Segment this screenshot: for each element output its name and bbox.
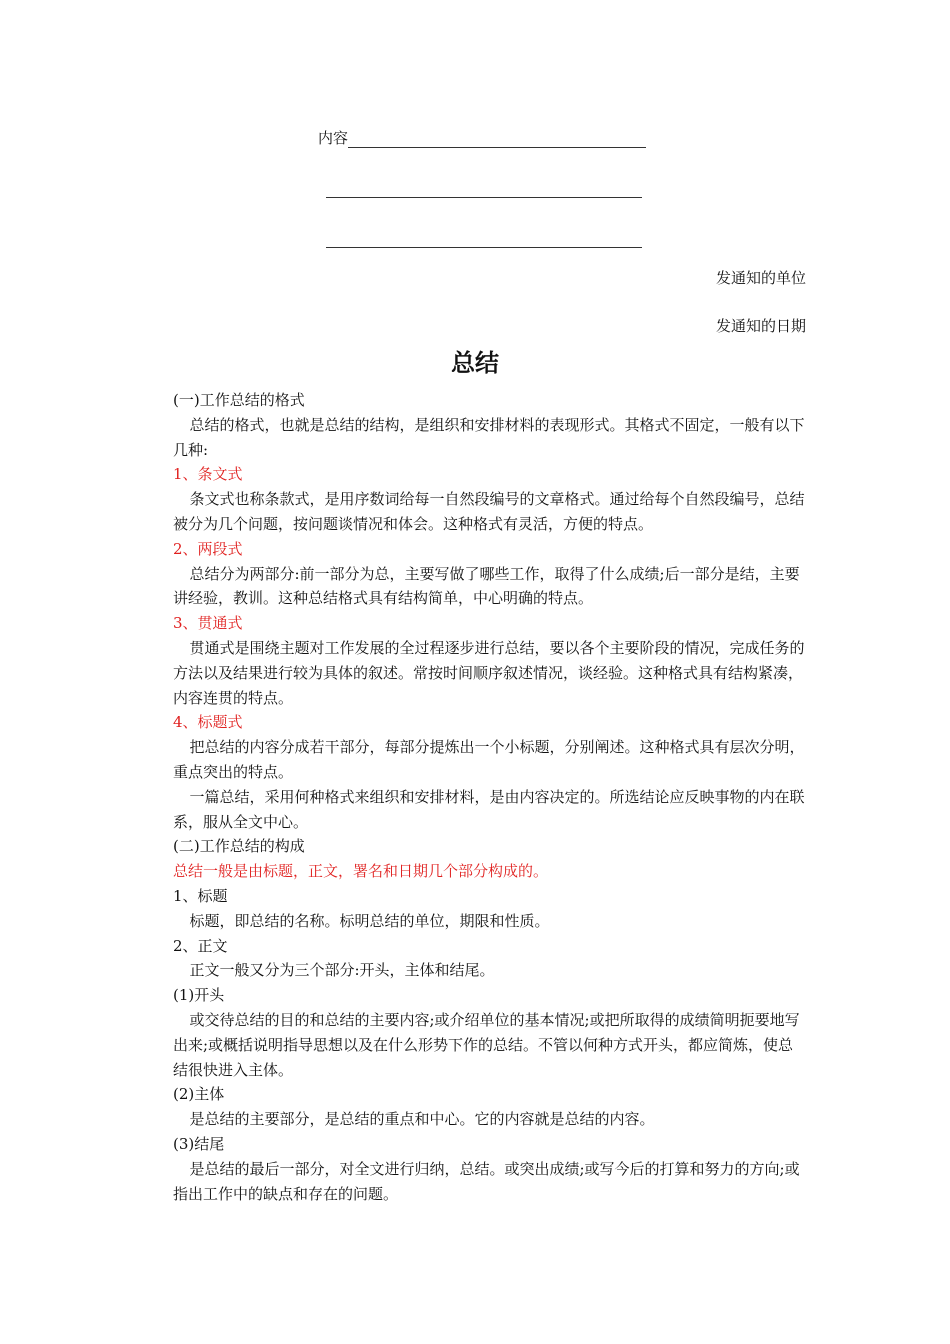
paragraph: 正文一般又分为三个部分:开头，主体和结尾。 [189, 961, 495, 980]
issuing-unit: 发通知的单位 [715, 269, 806, 287]
subheading-highlighted: 1、条文式 [173, 465, 243, 484]
page-title: 总结 [451, 349, 499, 377]
section-heading: (二)工作总结的构成 [173, 837, 305, 856]
subheading: 2、正文 [173, 936, 228, 955]
paragraph: 标题，即总结的名称。标明总结的单位，期限和性质。 [189, 911, 550, 930]
section-heading: (一)工作总结的格式 [173, 391, 305, 409]
subheading: (2)主体 [173, 1085, 225, 1104]
subheading-highlighted: 3、贯通式 [173, 614, 243, 633]
paragraph: 把总结的内容分成若干部分，每部分提炼出一个小标题，分别阐述。这种格式具有层次分明，重点突出的特点。 [173, 738, 805, 781]
paragraph: 或交待总结的目的和总结的主要内容;或介绍单位的基本情况;或把所取得的成绩简明扼要地写出来;或概括说明指导思想以及在什么形势下作的总结。不管以何种方式开头，都应简炼，使总结很快进入主体。 [173, 1010, 800, 1079]
paragraph: 是总结的最后一部分，对全文进行归纳，总结。或突出成绩;或写今后的打算和努力的方向;或指出工作中的缺点和存在的问题。 [173, 1159, 800, 1203]
subheading-highlighted: 4、标题式 [173, 713, 243, 732]
document-body [173, 388, 807, 1206]
subheading-highlighted: 2、两段式 [173, 539, 243, 558]
blank-underline [326, 233, 642, 248]
subheading: (1)开头 [173, 986, 225, 1005]
paragraph: 总结分为两部分:前一部分为总，主要写做了哪些工作，取得了什么成绩;后一部分是结，主要讲经验，教训。这种总结格式具有结构简单，中心明确的特点。 [173, 564, 800, 608]
paragraph: 条文式也称条款式，是用序数词给每一自然段编号的文章格式。通过给每个自然段编号，总结被分为几个问题，按问题谈情况和体会。这种格式有灵活，方便的特点。 [173, 490, 805, 533]
blank-underline [326, 183, 642, 198]
content-blank-line-2 [326, 178, 642, 198]
content-blank-line-3 [326, 228, 642, 248]
issuing-date: 发通知的日期 [715, 317, 806, 335]
paragraph: 贯通式是围绕主题对工作发展的全过程逐步进行总结，要以各个主要阶段的情况，完成任务的方法以及结果进行较为具体的叙述。常按时间顺序叙述情况，谈经验。这种格式具有结构紧凑，内容连贯的特点。 [173, 638, 805, 707]
content-field-line [318, 128, 646, 148]
content-blank-underline [348, 133, 646, 148]
paragraph: 一篇总结，采用何种格式来组织和安排材料，是由内容决定的。所选结论应反映事物的内在联系，服从全文中心。 [173, 787, 805, 831]
highlighted-sentence: 总结一般是由标题，正文，署名和日期几个部分构成的。 [173, 862, 549, 881]
subheading: (3)结尾 [173, 1134, 225, 1153]
paragraph: 是总结的主要部分，是总结的重点和中心。它的内容就是总结的内容。 [189, 1110, 655, 1129]
content-label: 内容 [318, 129, 349, 147]
subheading: 1、标题 [173, 886, 228, 905]
paragraph: 总结的格式，也就是总结的结构，是组织和安排材料的表现形式。其格式不固定，一般有以下几种: [173, 415, 805, 459]
